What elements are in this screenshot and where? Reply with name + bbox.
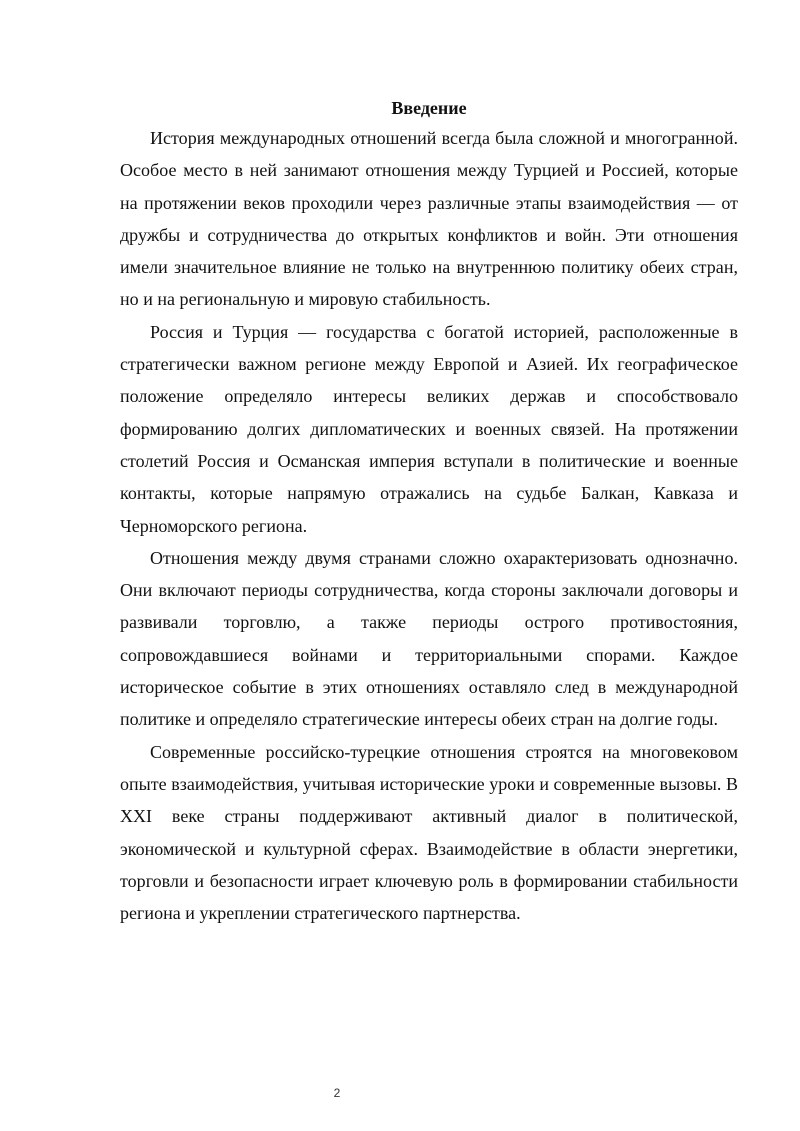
section-heading: Введение	[391, 98, 467, 118]
paragraph-3: Отношения между двумя странами сложно охарактеризовать однозначно. Они включают периоды сотрудничества, когда стороны заключали договоры и развивали торговлю, а также периоды острого противостояния, сопровождавшиеся войнами и территориальными спорами. Каждое историческое событие в этих отношениях оставляло след в международной политике и определяло стратегические интересы обеих стран на долгие годы.	[120, 547, 738, 730]
page-content	[120, 94, 738, 929]
paragraph-4: Современные российско-турецкие отношения строятся на многовековом опыте взаимодействия, учитывая исторические уроки и современные вызовы. В XXI веке страны поддерживают активный диалог в политической, экономической и культурной сферах. Взаимодействие в области энергетики, торговли и безопасности играет ключевую роль в формировании стабильности региона и укреплении стратегического партнерства.	[120, 741, 738, 924]
paragraph-1: История международных отношений всегда была сложной и многогранной. Особое место в ней занимают отношения между Турцией и Россией, которые на протяжении веков проходили через различные этапы взаимодействия — от дружбы и сотрудничества до открытых конфликтов и войн. Эти отношения имели значительное влияние не только на внутреннюю политику обеих стран, но и на региональную и мировую стабильность.	[120, 128, 738, 310]
page-number: 2	[333, 1086, 341, 1100]
paragraph-2: Россия и Турция — государства с богатой историей, расположенные в стратегически важном регионе между Европой и Азией. Их географическое положение определяло интересы великих держав и способствовало формированию долгих дипломатических и военных связей. На протяжении столетий Россия и Османская империя вступали в политические и военные контакты, которые напрямую отражались на судьбе Балкан, Кавказа и Черноморского региона.	[120, 321, 738, 536]
